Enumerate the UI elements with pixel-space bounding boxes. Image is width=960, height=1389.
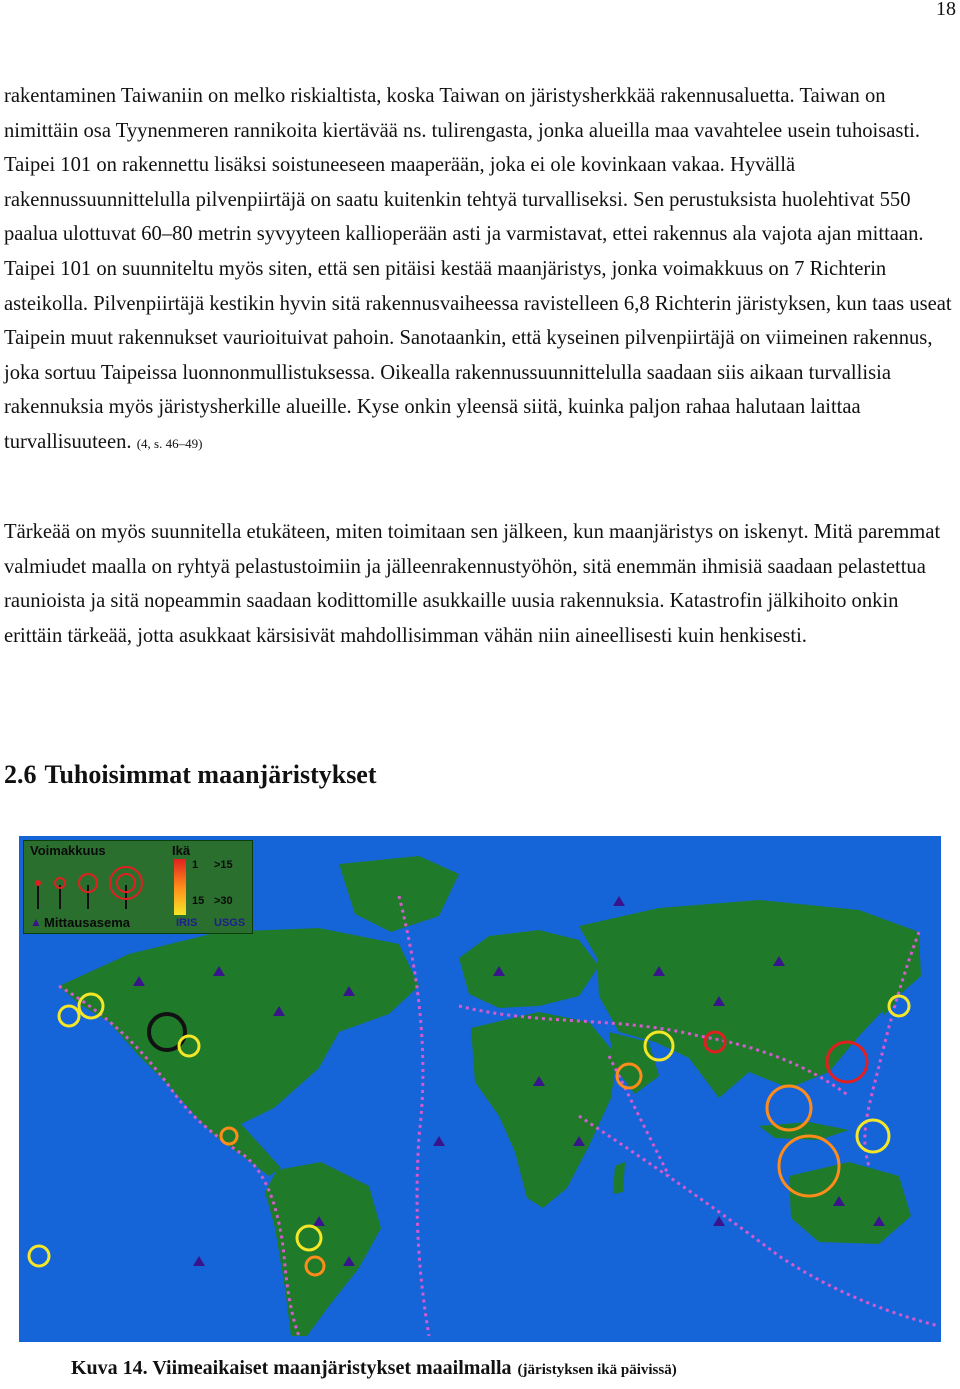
age-1-label: 1 bbox=[192, 859, 199, 871]
magnitude-label: Voimakkuus bbox=[30, 843, 106, 858]
section-title: Tuhoisimmat maanjäristykset bbox=[44, 760, 377, 789]
section-number: 2.6 bbox=[4, 760, 37, 789]
figure-caption bbox=[71, 1357, 677, 1380]
age-color-bar bbox=[174, 859, 186, 915]
world-earthquake-map bbox=[19, 836, 941, 1342]
age-label: Ikä bbox=[172, 843, 191, 858]
magnitude-scale-icon bbox=[30, 859, 160, 909]
caption-subtitle: (järistyksen ikä päivissä) bbox=[517, 1362, 677, 1378]
age-15-label: 15 bbox=[192, 895, 205, 907]
station-icon: ▲ bbox=[30, 915, 42, 929]
caption-label: Kuva 14. Viimeaikaiset maanjäristykset maailmalla bbox=[71, 1357, 512, 1379]
page-number: 18 bbox=[936, 0, 956, 20]
usgs-logo: USGS bbox=[214, 917, 246, 929]
citation: (4, s. 46–49) bbox=[136, 435, 203, 451]
paragraph-ring-of-fire bbox=[4, 79, 952, 462]
iris-logo: IRIS bbox=[176, 917, 198, 929]
map-legend bbox=[23, 840, 253, 934]
paragraph-text: rakentaminen Taiwaniin on melko riskialtista, koska Taiwan on järistysherkkää rakennusaluetta. Taiwan on nimittäin osa Tyynenmeren rannikoita kiertävää ns. tulirengasta, jonka alueilla maa vavahtelee usein tuhoisasti. Taipei 101 on rakennettu lisäksi soistuneeseen maaperään, joka ei ole kovinkaan vakaa. Hyvällä rakennussuunnittelulla pilvenpiirtäjä on saatu kuitenkin tehtyä turvalliseksi. Sen perustuksista huolehtivat 550 paalua ulottuvat 60–80 metrin syvyyteen kallioperään asti ja varmistavat, ettei rakennus ala vajota ajan mittaan. Taipei 101 on suunniteltu myös siten, että sen pitäisi kestää maanjäristys, jonka voimakkuus on 7 Richterin asteikolla. Pilvenpiirtäjä kestikin hyvin sitä rakennusvaiheessa ravistelleen 6,8 Richterin järistyksen, kun taas useat Taipein muut rakennukset vaurioituivat pahoin. Sanotaankin, että kyseinen pilvenpiirtäjä on viimeinen rakennus, joka sortuu Taipeissa luonnonmullistuksessa. Oikealla rakennussuunnittelulla saadaan siis aikaan turvallisia rakennuksia myös järistysherkille alueille. Kyse onkin yleensä siitä, kuinka paljon rahaa halutaan laittaa turvallisuuteen. bbox=[4, 85, 952, 453]
paragraph-text: Tärkeää on myös suunnitella etukäteen, miten toimitaan sen jälkeen, kun maanjäristys on iskenyt. Mitä paremmat valmiudet maalla on ryhtyä pelastustoimiin ja jälleenrakennustyöhön, sitä enemmän ihmisiä saadaan pelastettua raunioista ja sitä nopeammin saadaan kodittomille asukkaille uusia rakennuksia. Katastrofin jälkihoito onkin erittäin tärkeää, jotta asukkaat kärsisivät mahdollisimman vähän niin aineellisesti kuin henkisesti. bbox=[4, 521, 941, 647]
paragraph-aftermath bbox=[4, 515, 952, 653]
age-gt15-label: >15 bbox=[214, 859, 233, 871]
station-label: Mittausasema bbox=[44, 915, 130, 930]
section-heading bbox=[4, 760, 377, 790]
age-gt30-label: >30 bbox=[214, 895, 233, 907]
